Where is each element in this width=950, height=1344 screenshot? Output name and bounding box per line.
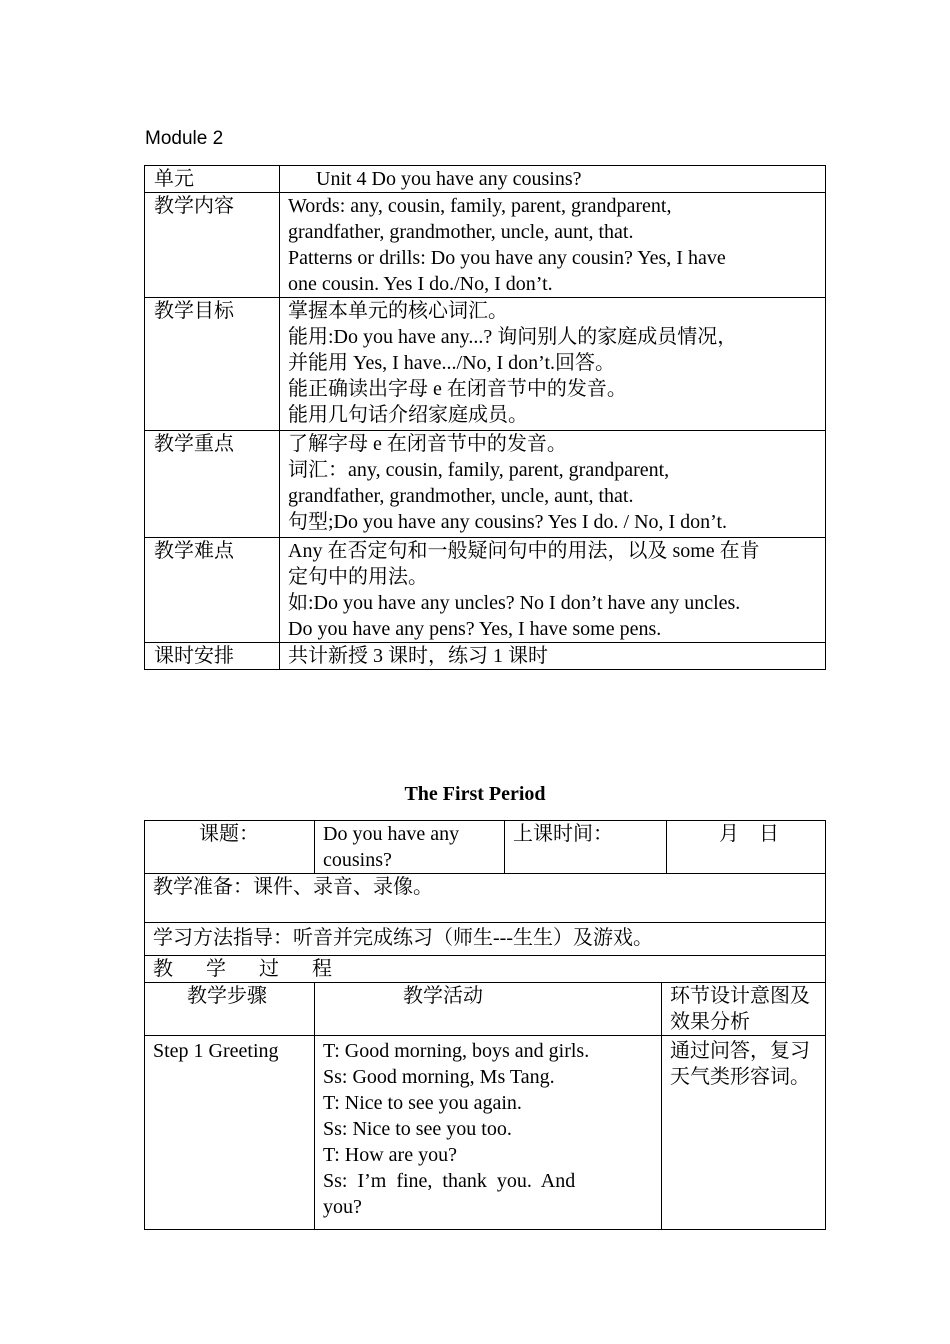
header-activity: 教学活动 bbox=[315, 983, 662, 1036]
content-line: one cousin. Yes I do./No, I don’t. bbox=[288, 273, 553, 295]
content-line: 句型;Do you have any cousins? Yes I do. / No, I don’t. bbox=[288, 511, 728, 533]
step-analysis bbox=[662, 1036, 826, 1230]
content-line: 掌握本单元的核心词汇。 bbox=[288, 300, 508, 322]
content-line: 定句中的用法。 bbox=[288, 566, 428, 588]
activity-line: Ss: Good morning, Ms Tang. bbox=[323, 1066, 555, 1088]
row-content bbox=[280, 538, 826, 643]
content-line: 能用:Do you have any...? 询问别人的家庭成员情况， bbox=[288, 326, 738, 348]
table-row bbox=[145, 166, 826, 193]
period-plan-table bbox=[144, 820, 826, 1230]
content-line: 了解字母 e 在闭音节中的发音。 bbox=[288, 433, 567, 455]
table-row bbox=[145, 538, 826, 643]
analysis-line: 通过问答，复习 bbox=[670, 1040, 810, 1062]
period-title: The First Period bbox=[404, 783, 546, 805]
process-title: 教 学 过 程 bbox=[145, 956, 826, 983]
row-content bbox=[280, 193, 826, 298]
topic-label: 课题： bbox=[145, 821, 315, 874]
topic-line: Do you have any bbox=[323, 823, 460, 845]
table-row bbox=[145, 193, 826, 298]
table-row bbox=[145, 298, 826, 431]
table-row bbox=[145, 983, 826, 1036]
content-line: 并能用 Yes, I have.../No, I don’t.回答。 bbox=[288, 352, 616, 374]
activity-line: T: How are you? bbox=[323, 1144, 457, 1166]
row-content bbox=[280, 298, 826, 431]
content-line: 词汇：any, cousin, family, parent, grandparent, bbox=[288, 459, 670, 481]
header-analysis bbox=[662, 983, 826, 1036]
table-row bbox=[145, 431, 826, 538]
row-label: 教学内容 bbox=[145, 193, 280, 298]
row-label: 教学重点 bbox=[145, 431, 280, 538]
step-activity bbox=[315, 1036, 662, 1230]
content-line: 能用几句话介绍家庭成员。 bbox=[288, 404, 528, 426]
table-row bbox=[145, 821, 826, 874]
row-content bbox=[280, 431, 826, 538]
content-line: Do you have any pens? Yes, I have some pens. bbox=[288, 618, 662, 640]
date-value: 月 日 bbox=[667, 821, 826, 874]
header-analysis-line: 效果分析 bbox=[670, 1011, 750, 1033]
content-line: Any 在否定句和一般疑问句中的用法，以及 some 在肯 bbox=[288, 540, 760, 562]
content-line: 能正确读出字母 e 在闭音节中的发音。 bbox=[288, 378, 627, 400]
content-line: Patterns or drills: Do you have any cousin? Yes, I have bbox=[288, 247, 726, 269]
content-line: 如:Do you have any uncles? No I don’t have any uncles. bbox=[288, 592, 741, 614]
module-title: Module 2 bbox=[145, 128, 224, 149]
topic-line: cousins? bbox=[323, 849, 392, 871]
table-row bbox=[145, 1036, 826, 1230]
method-text: 学习方法指导：听音并完成练习（师生---生生）及游戏。 bbox=[145, 923, 826, 956]
row-label: 教学目标 bbox=[145, 298, 280, 431]
activity-line: T: Good morning, boys and girls. bbox=[323, 1040, 590, 1062]
unit-value: Unit 4 Do you have any cousins? bbox=[280, 166, 826, 193]
content-line: grandfather, grandmother, uncle, aunt, that. bbox=[288, 221, 634, 243]
table-row bbox=[145, 956, 826, 983]
row-label: 教学难点 bbox=[145, 538, 280, 643]
activity-line: Ss: I’m fine, thank you. And bbox=[323, 1170, 576, 1192]
content-line: Words: any, cousin, family, parent, grandparent, bbox=[288, 195, 672, 217]
activity-line: Ss: Nice to see you too. bbox=[323, 1118, 512, 1140]
prep-text: 教学准备：课件、录音、录像。 bbox=[145, 874, 826, 923]
step-name: Step 1 Greeting bbox=[145, 1036, 315, 1230]
header-step: 教学步骤 bbox=[145, 983, 315, 1036]
content-line: 共计新授 3 课时，练习 1 课时 bbox=[288, 645, 548, 667]
content-line: grandfather, grandmother, uncle, aunt, that. bbox=[288, 485, 634, 507]
table-row bbox=[145, 874, 826, 923]
row-label: 课时安排 bbox=[145, 643, 280, 670]
unit-label: 单元 bbox=[145, 166, 280, 193]
unit-overview-table bbox=[144, 165, 826, 670]
time-label: 上课时间： bbox=[505, 821, 667, 874]
header-analysis-line: 环节设计意图及 bbox=[670, 985, 810, 1007]
activity-line: T: Nice to see you again. bbox=[323, 1092, 522, 1114]
analysis-line: 天气类形容词。 bbox=[670, 1066, 810, 1088]
activity-line: you? bbox=[323, 1196, 362, 1218]
table-row bbox=[145, 643, 826, 670]
table-row bbox=[145, 923, 826, 956]
row-content bbox=[280, 643, 826, 670]
topic-value bbox=[315, 821, 505, 874]
